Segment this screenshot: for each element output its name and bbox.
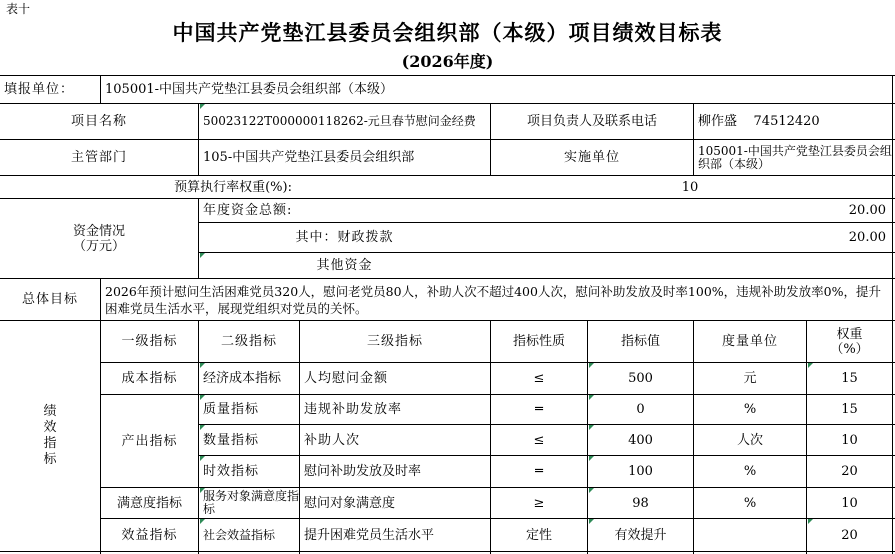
nature-cell: ═ bbox=[535, 464, 543, 479]
funds-other-value bbox=[600, 253, 892, 278]
cell-marker-icon bbox=[808, 363, 813, 368]
budget-weight-label: 预算执行率权重(%): bbox=[174, 179, 292, 195]
cell-marker-icon bbox=[200, 395, 205, 400]
funds-fiscal-label: 其中：财政拨款 bbox=[295, 230, 394, 245]
document-title: 中国共产党垫江县委员会组织部（本级）项目绩效目标表 bbox=[172, 20, 723, 45]
cell-marker-icon bbox=[589, 395, 594, 400]
value-cell: 500 bbox=[628, 371, 653, 386]
unit-cell: 元 bbox=[743, 371, 757, 386]
unit-cell: 人次 bbox=[736, 432, 763, 448]
header-nature: 指标性质 bbox=[512, 334, 565, 349]
funds-total-value: 20.00 bbox=[848, 203, 886, 218]
level3-cell: 违规补助发放率 bbox=[304, 402, 403, 417]
value-cell: 100 bbox=[628, 464, 653, 479]
cell-marker-icon bbox=[200, 519, 205, 524]
nature-cell: ≥ bbox=[533, 495, 545, 511]
project-name-value: 50023122T000000118262-元旦春节慰问金经费 bbox=[203, 114, 476, 128]
cell-marker-icon bbox=[200, 456, 205, 461]
weight-cell: 15 bbox=[841, 402, 858, 417]
implementer-value: 105001-中国共产党垫江县委员会组织部（本级） bbox=[698, 143, 892, 171]
level2-cell: 经济成本指标 bbox=[203, 371, 282, 386]
document-subtitle: (2026年度) bbox=[401, 52, 494, 71]
value-cell: 400 bbox=[628, 432, 653, 448]
cell-marker-icon bbox=[200, 488, 205, 493]
level2-cell: 质量指标 bbox=[203, 402, 260, 417]
project-name-label: 项目名称 bbox=[70, 114, 127, 129]
level3-cell: 人均慰问金额 bbox=[304, 371, 389, 386]
header-weight: 权重 （%） bbox=[830, 326, 869, 357]
level1-satisfaction: 满意度指标 bbox=[116, 495, 182, 511]
weight-cell: 15 bbox=[841, 371, 858, 386]
budget-weight-value: 10 bbox=[681, 179, 699, 195]
header-level1: 一级指标 bbox=[121, 334, 178, 349]
funds-other-label: 其他资金 bbox=[316, 258, 373, 273]
level2-cell: 服务对象满意度指标 bbox=[203, 489, 299, 516]
level2-cell: 社会效益指标 bbox=[203, 527, 276, 542]
level1-cost: 成本指标 bbox=[121, 371, 178, 386]
weight-cell: 10 bbox=[841, 495, 858, 511]
nature-cell: 定性 bbox=[525, 527, 552, 543]
cell-marker-icon bbox=[589, 519, 594, 524]
header-level3: 三级指标 bbox=[366, 334, 423, 349]
unit-cell: % bbox=[743, 495, 757, 511]
value-cell: 0 bbox=[636, 402, 645, 417]
supervisor-label: 主管部门 bbox=[70, 150, 127, 165]
cell-marker-icon bbox=[589, 425, 594, 430]
weight-cell: 10 bbox=[841, 432, 858, 448]
goal-label: 总体目标 bbox=[21, 292, 78, 307]
value-cell: 有效提升 bbox=[614, 527, 667, 543]
nature-cell: ≤ bbox=[533, 432, 545, 448]
cell-marker-icon bbox=[200, 104, 205, 109]
implementer-label: 实施单位 bbox=[563, 150, 620, 165]
cell-marker-icon bbox=[200, 425, 205, 430]
level3-cell: 提升困难党员生活水平 bbox=[304, 527, 435, 543]
unit-cell: % bbox=[743, 464, 757, 479]
project-leader-label: 项目负责人及联系电话 bbox=[526, 114, 657, 129]
supervisor-value: 105-中国共产党垫江县委员会组织部 bbox=[203, 150, 415, 165]
cell-marker-icon bbox=[808, 519, 813, 524]
funds-label: 资金情况 （万元） bbox=[72, 223, 125, 254]
level1-benefit: 效益指标 bbox=[121, 527, 178, 543]
fill-unit-label: 填报单位： bbox=[4, 82, 75, 97]
weight-cell: 20 bbox=[841, 464, 858, 479]
project-leader-value: 柳作盛 74512420 bbox=[698, 114, 820, 129]
level1-output: 产出指标 bbox=[121, 433, 178, 449]
level2-cell: 数量指标 bbox=[203, 432, 260, 448]
unit-cell: % bbox=[743, 402, 757, 417]
weight-cell: 20 bbox=[841, 527, 858, 543]
level2-cell: 时效指标 bbox=[203, 464, 260, 479]
sheet-label: 表十 bbox=[6, 2, 31, 16]
unit-cell bbox=[694, 519, 806, 551]
cell-marker-icon bbox=[200, 253, 205, 258]
cell-marker-icon bbox=[589, 456, 594, 461]
level3-cell: 慰问补助发放及时率 bbox=[304, 464, 422, 479]
goal-text: 2026年预计慰问生活困难党员320人，慰问老党员80人，补助人次不超过400人次，慰问补助发放及时率100%，违规补助发放率0%，提升困难党员生活水平，展现党组织对党员的关怀。 bbox=[105, 283, 882, 316]
nature-cell: ≤ bbox=[533, 371, 545, 386]
cell-marker-icon bbox=[200, 363, 205, 368]
fill-unit-value: 105001-中国共产党垫江县委员会组织部（本级） bbox=[105, 82, 394, 97]
level3-cell: 补助人次 bbox=[304, 432, 361, 448]
header-level2: 二级指标 bbox=[220, 334, 277, 349]
header-unit: 度量单位 bbox=[721, 334, 778, 349]
value-cell: 98 bbox=[632, 495, 649, 511]
cell-marker-icon bbox=[589, 488, 594, 493]
nature-cell: ═ bbox=[535, 402, 543, 417]
funds-total-label: 年度资金总额: bbox=[203, 203, 293, 218]
performance-indicators-label: 绩 效 指 标 bbox=[43, 404, 57, 467]
header-value: 指标值 bbox=[620, 334, 660, 349]
cell-marker-icon bbox=[589, 363, 594, 368]
level3-cell: 慰问对象满意度 bbox=[304, 495, 396, 511]
funds-fiscal-value: 20.00 bbox=[848, 230, 886, 245]
